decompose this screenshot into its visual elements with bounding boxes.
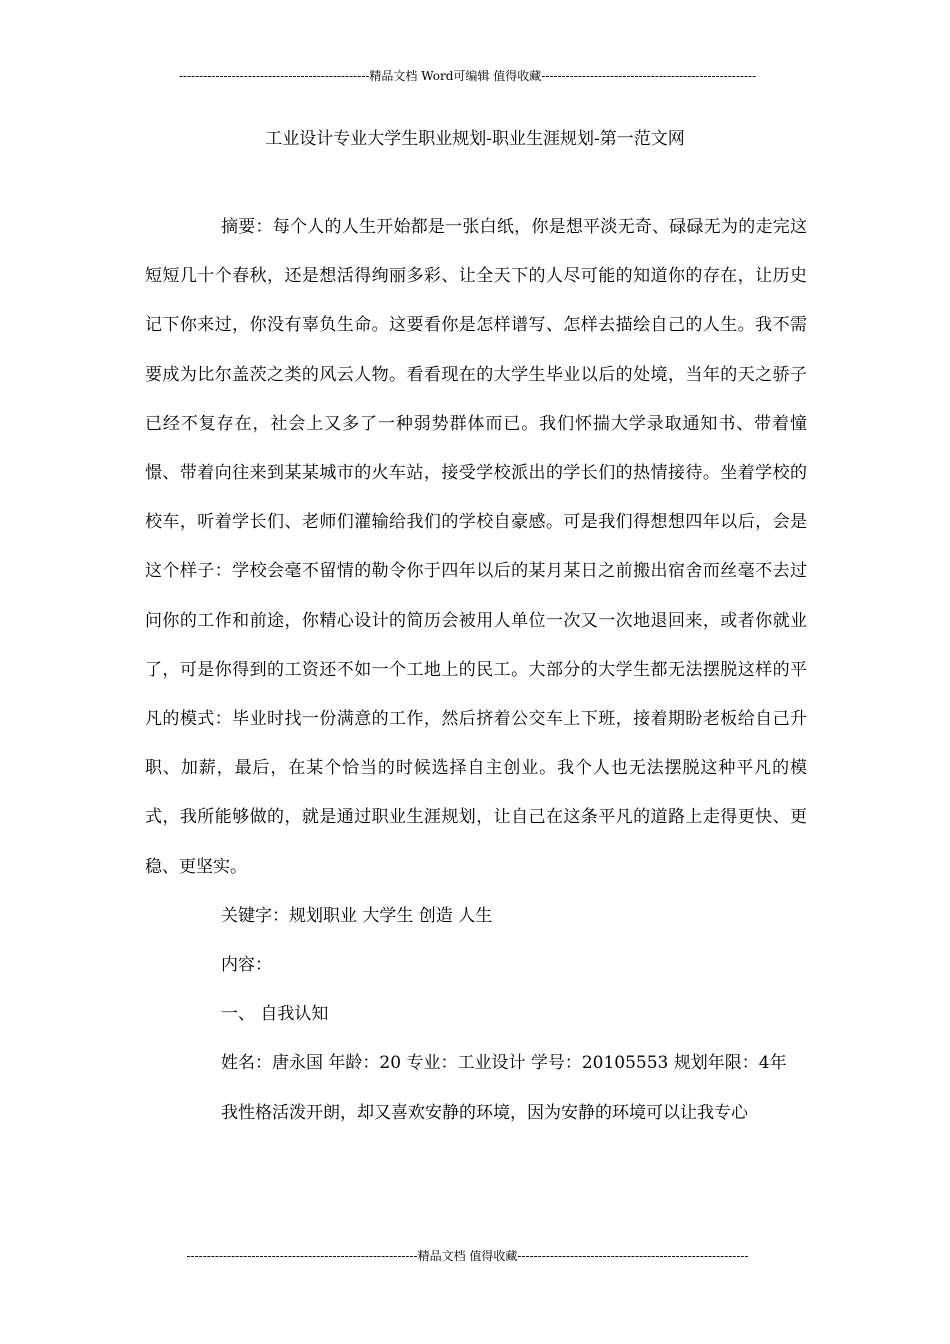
keywords-line: 关键字：规划职业 大学生 创造 人生	[221, 905, 493, 926]
abstract-paragraph: 摘要：每个人的人生开始都是一张白纸，你是想平淡无奇、碌碌无为的走完这短短几十个春秋，还是想活得绚丽多彩、让全天下的人尽可能的知道你的存在，让历史记下你来过，你没有辜负生命。这要看你是怎样谱写、怎样去描绘自己的人生。我不需要成为比尔盖茨之类的风云人物。看看现在的大学生毕业以后的处境，当年的天之骄子已经不复存在，社会上又多了一种弱势群体而已。我们怀揣大学录取通知书、带着憧憬、带着向往来到某某城市的火车站，接受学校派出的学长们的热情接待。坐着学校的校车，听着学长们、老师们灌输给我们的学校自豪感。可是我们得想想四年以后，会是这个样子：学校会毫不留情的勒令你于四年以后的某月某日之前搬出宿舍而丝毫不去过问你的工作和前途，你精心设计的简历会被用人单位一次又一次地退回来，或者你就业了，可是你得到的工资还不如一个工地上的民工。大部分的大学生都无法摆脱这样的平凡的模式：毕业时找一份满意的工作，然后挤着公交车上下班，接着期盼老板给自己升职、加薪，最后，在某个恰当的时候选择自主创业。我个人也无法摆脱这种平凡的模式，我所能够做的，就是通过职业生涯规划，让自己在这条平凡的道路上走得更快、更稳、更坚实。	[145, 217, 807, 877]
page-footer: ---------------------------------------------------------精品文档 值得收藏---------------------------------------------------------	[186, 1249, 749, 1263]
section-heading: 一、 自我认知	[221, 1004, 329, 1025]
document-title: 工业设计专业大学生职业规划-职业生涯规划-第一范文网	[265, 129, 685, 149]
content-label: 内容：	[221, 955, 272, 976]
document-body	[145, 203, 807, 1138]
profile-paragraph: 姓名：唐永国 年龄：20 专业：工业设计 学号：20105553 规划年限：4年	[221, 1053, 787, 1074]
personality-paragraph: 我性格活泼开朗，却又喜欢安静的环境，因为安静的环境可以让我专心	[221, 1102, 748, 1123]
page-header: -----------------------------------------------精品文档 Word可编辑 值得收藏-----------------------------------------------------	[178, 69, 757, 83]
